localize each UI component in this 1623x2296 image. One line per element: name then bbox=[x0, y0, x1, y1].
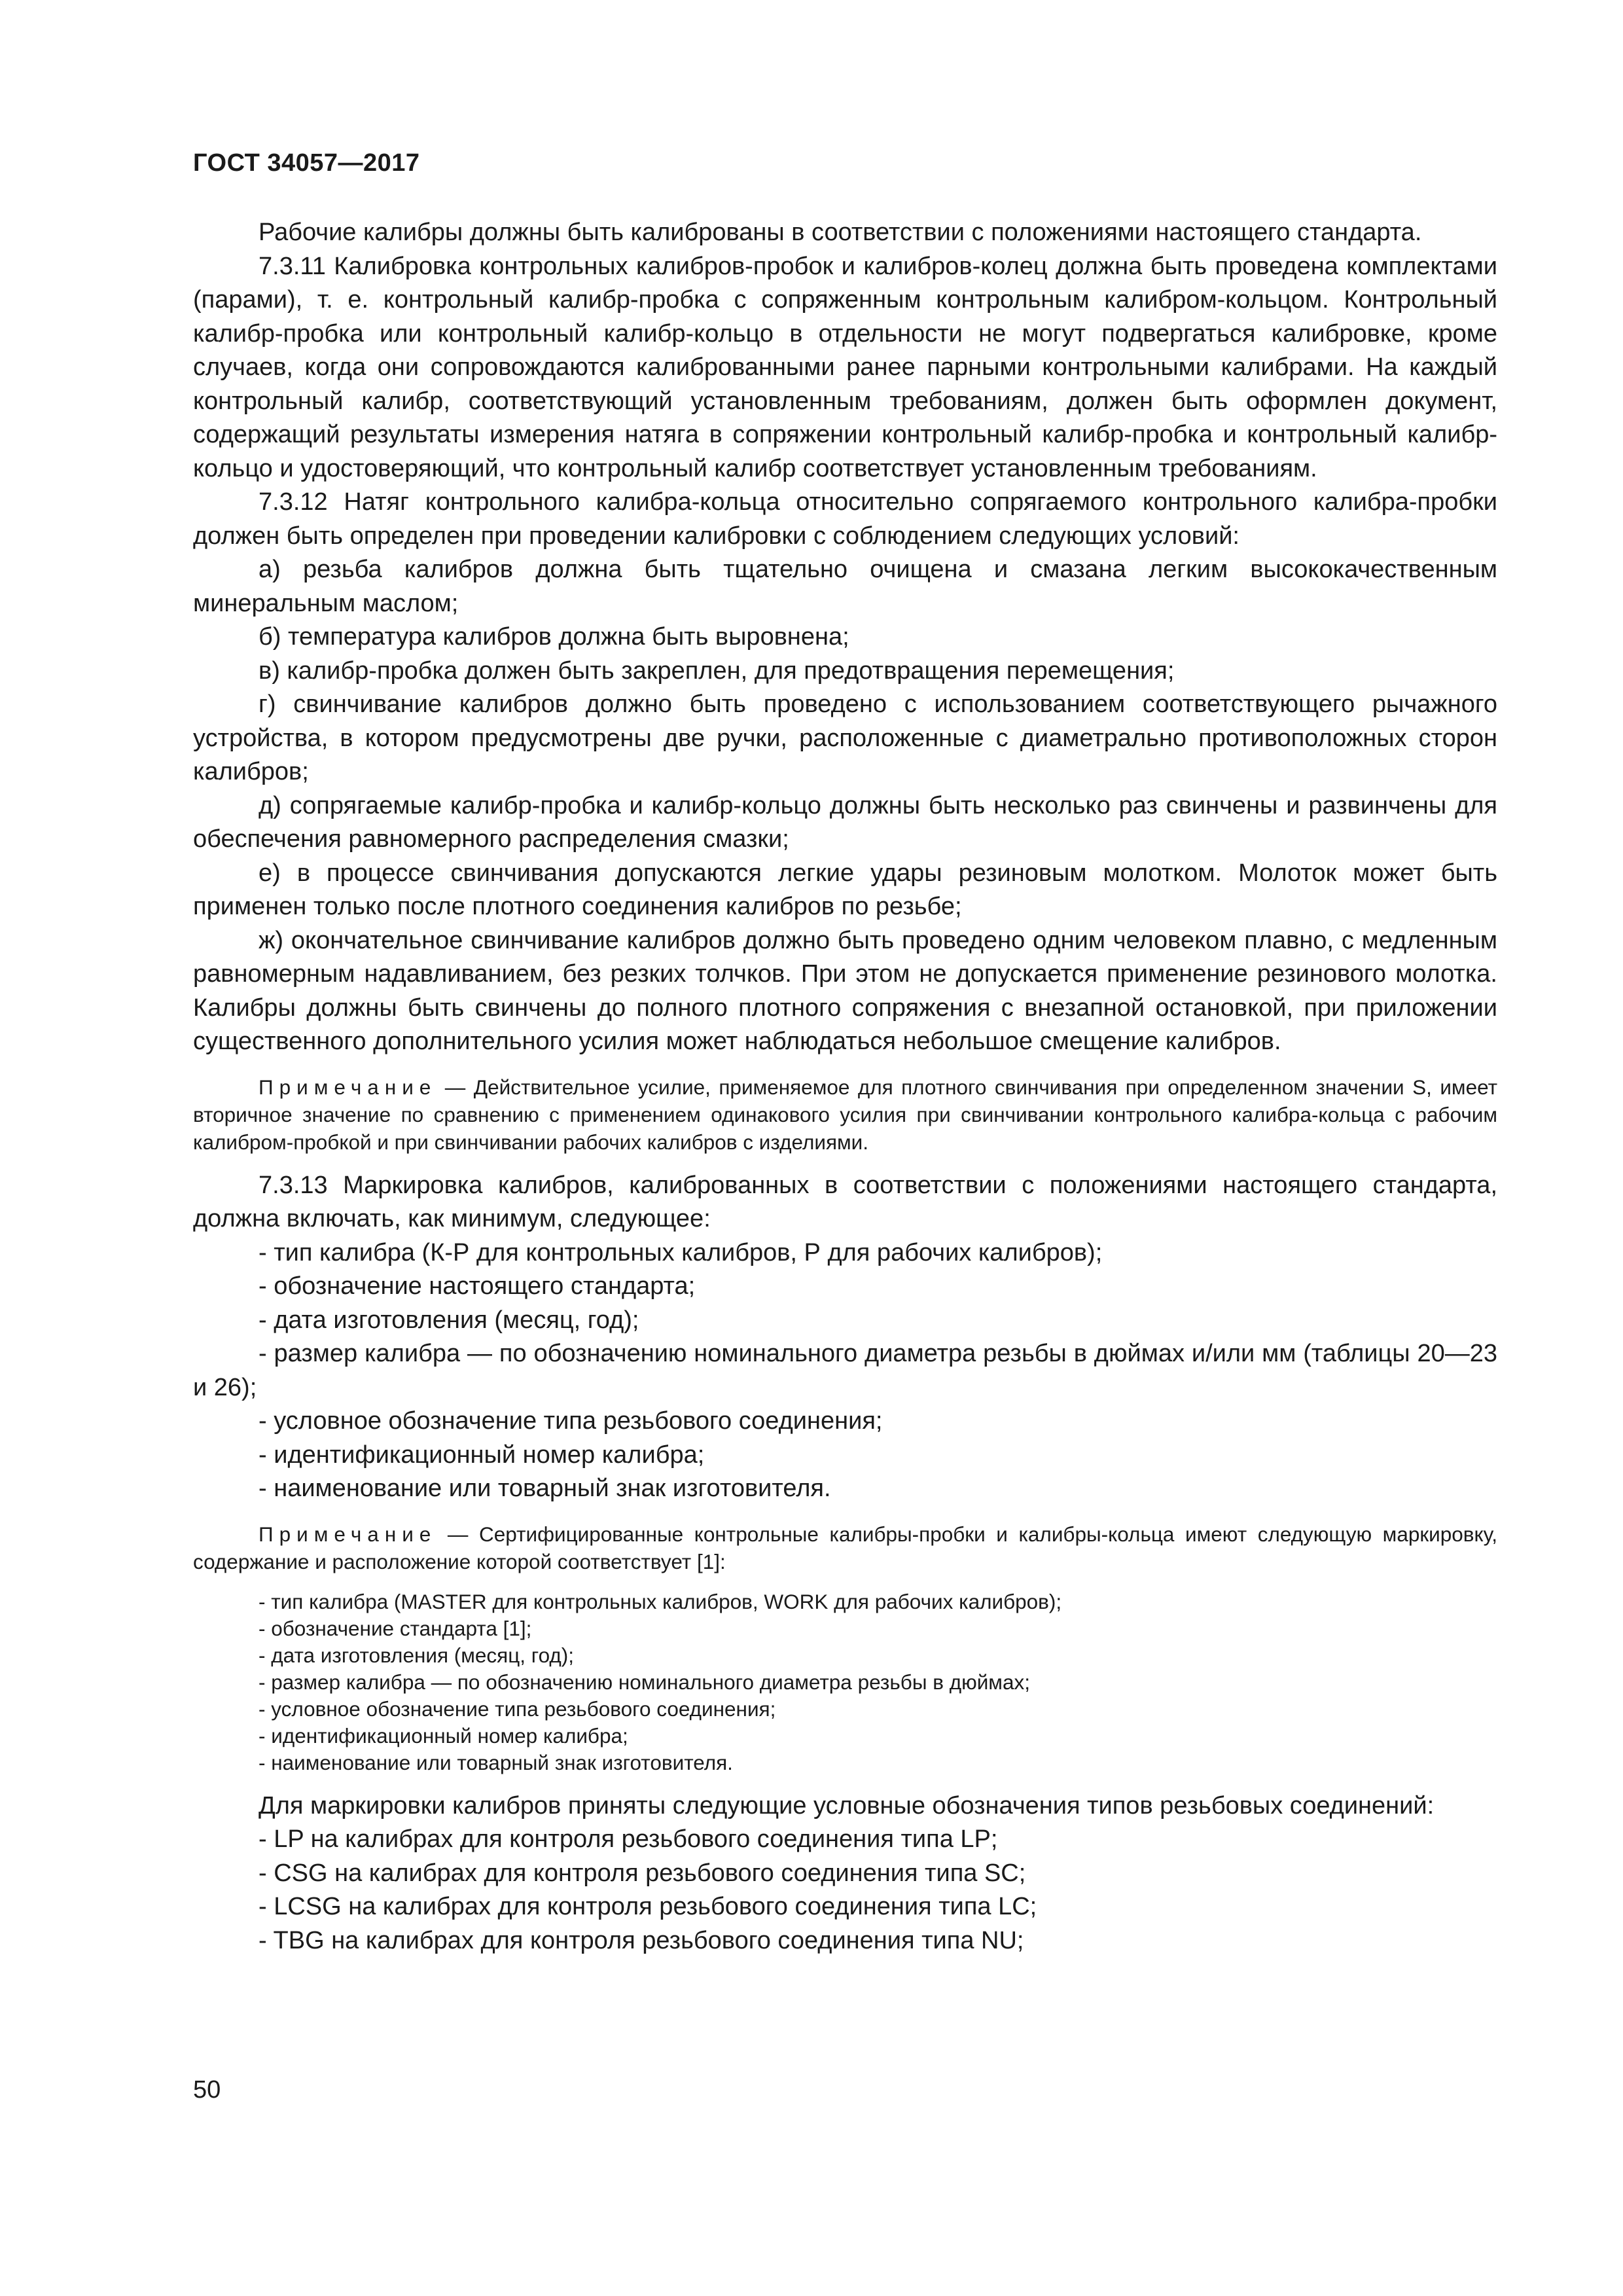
paragraph: ж) окончательное свинчивание калибров должно быть проведено одним человеком плавно, с медленным равномерным надавливанием, без резких толчков. При этом не допускается применение резинового молотка. Калибры должны быть свинчены до полного плотного сопряжения с внезапной остановкой, при приложении существенного дополнительного усилия может наблюдаться небольшое смещение калибров. bbox=[193, 926, 1497, 1055]
note-list-item: - дата изготовления (месяц, год); bbox=[259, 1643, 575, 1667]
note-text: — Сертифицированные контрольные калибры-пробки и калибры-кольца имеют следующую маркировку, содержание и расположение которой соответствует [1]: bbox=[193, 1522, 1497, 1573]
paragraph: - дата изготовления (месяц, год); bbox=[259, 1306, 639, 1334]
note-list-item: - размер калибра — по обозначению номинального диаметра резьбы в дюймах; bbox=[259, 1670, 1030, 1694]
paragraph: 7.3.11 Калибровка контрольных калибров-пробок и калибров-колец должна быть проведена комплектами (парами), т. е. контрольный калибр-пробка с сопряженным контрольным калибром-кольцом. Контрольный калибр-пробка или контрольный калибр-кольцо в отдельности не могут подвергаться калибровке, кроме случаев, когда они сопровождаются калиброванными ранее парными контрольными калибрами. На каждый контрольный калибр, соответствующий установленным требованиям, должен быть оформлен документ, содержащий результаты измерения натяга в сопряжении контрольный калибр-пробка и контрольный калибр-кольцо и удостоверяющий, что контрольный калибр соответствует установленным требованиям. bbox=[193, 252, 1497, 482]
note-list-item: - идентификационный номер калибра; bbox=[259, 1723, 628, 1748]
page-header: ГОСТ 34057—2017 bbox=[193, 149, 420, 177]
note-list-item: - наименование или товарный знак изготовителя. bbox=[259, 1750, 733, 1774]
paragraph: д) сопрягаемые калибр-пробка и калибр-кольцо должны быть несколько раз свинчены и развинчены для обеспечения равномерного распределения смазки; bbox=[193, 791, 1497, 853]
paragraph: - идентификационный номер калибра; bbox=[259, 1441, 705, 1469]
note-paragraph bbox=[193, 1520, 1497, 1575]
note-list-item: - тип калибра (MASTER для контрольных калибров, WORK для рабочих калибров); bbox=[259, 1589, 1062, 1613]
paragraph: - TBG на калибрах для контроля резьбового соединения типа NU; bbox=[259, 1926, 1024, 1954]
paragraph: - CSG на калибрах для контроля резьбового соединения типа SC; bbox=[259, 1859, 1026, 1887]
paragraph: 7.3.13 Маркировка калибров, калиброванных в соответствии с положениями настоящего стандарта, должна включать, как минимум, следующее: bbox=[193, 1171, 1497, 1232]
note-paragraph bbox=[193, 1073, 1497, 1156]
note-text: — Действительное усилие, применяемое для плотного свинчивания при определенном значении S, имеет вторичное значение по сравнению с применением одинакового усилия при свинчивании контрольного калибра-кольца с рабочим калибром-пробкой и при свинчивании рабочих калибров с изделиями. bbox=[193, 1075, 1497, 1154]
note-list-item: - условное обозначение типа резьбового соединения; bbox=[259, 1696, 776, 1721]
paragraph: б) температура калибров должна быть выровнена; bbox=[259, 623, 849, 651]
paragraph: в) калибр-пробка должен быть закреплен, для предотвращения перемещения; bbox=[259, 656, 1175, 685]
note-list-item: - обозначение стандарта [1]; bbox=[259, 1616, 532, 1640]
paragraph: - условное обозначение типа резьбового соединения; bbox=[259, 1407, 883, 1435]
paragraph: - размер калибра — по обозначению номинального диаметра резьбы в дюймах и/или мм (таблицы 20—23 и 26); bbox=[193, 1340, 1497, 1401]
page-body bbox=[193, 216, 1497, 1958]
paragraph: г) свинчивание калибров должно быть проведено с использованием соответствующего рычажного устройства, в котором предусмотрены две ручки, расположенные с диаметрально противоположных сторон калибров; bbox=[193, 691, 1497, 785]
paragraph: 7.3.12 Натяг контрольного калибра-кольца относительно сопрягаемого контрольного калибра-пробки должен быть определен при проведении калибровки с соблюдением следующих условий: bbox=[193, 488, 1497, 550]
paragraph: а) резьба калибров должна быть тщательно очищена и смазана легким высококачественным минеральным маслом; bbox=[193, 556, 1497, 617]
paragraph: - LP на калибрах для контроля резьбового соединения типа LP; bbox=[259, 1825, 998, 1853]
paragraph: - обозначение настоящего стандарта; bbox=[259, 1272, 696, 1300]
paragraph: - тип калибра (К-Р для контрольных калибров, Р для рабочих калибров); bbox=[259, 1238, 1103, 1266]
paragraph: Для маркировки калибров приняты следующие условные обозначения типов резьбовых соединений: bbox=[259, 1791, 1435, 1820]
paragraph: - наименование или товарный знак изготовителя. bbox=[259, 1475, 831, 1502]
note-label: Примечание bbox=[259, 1522, 437, 1546]
paragraph: е) в процессе свинчивания допускаются легкие удары резиновым молотком. Молоток может быть применен только после плотного соединения калибров по резьбе; bbox=[193, 859, 1497, 920]
page-number: 50 bbox=[193, 2076, 221, 2104]
note-label: Примечание bbox=[259, 1075, 437, 1099]
paragraph: Рабочие калибры должны быть калиброваны в соответствии с положениями настоящего стандарта. bbox=[259, 219, 1422, 246]
paragraph: - LCSG на калибрах для контроля резьбового соединения типа LC; bbox=[259, 1893, 1037, 1920]
